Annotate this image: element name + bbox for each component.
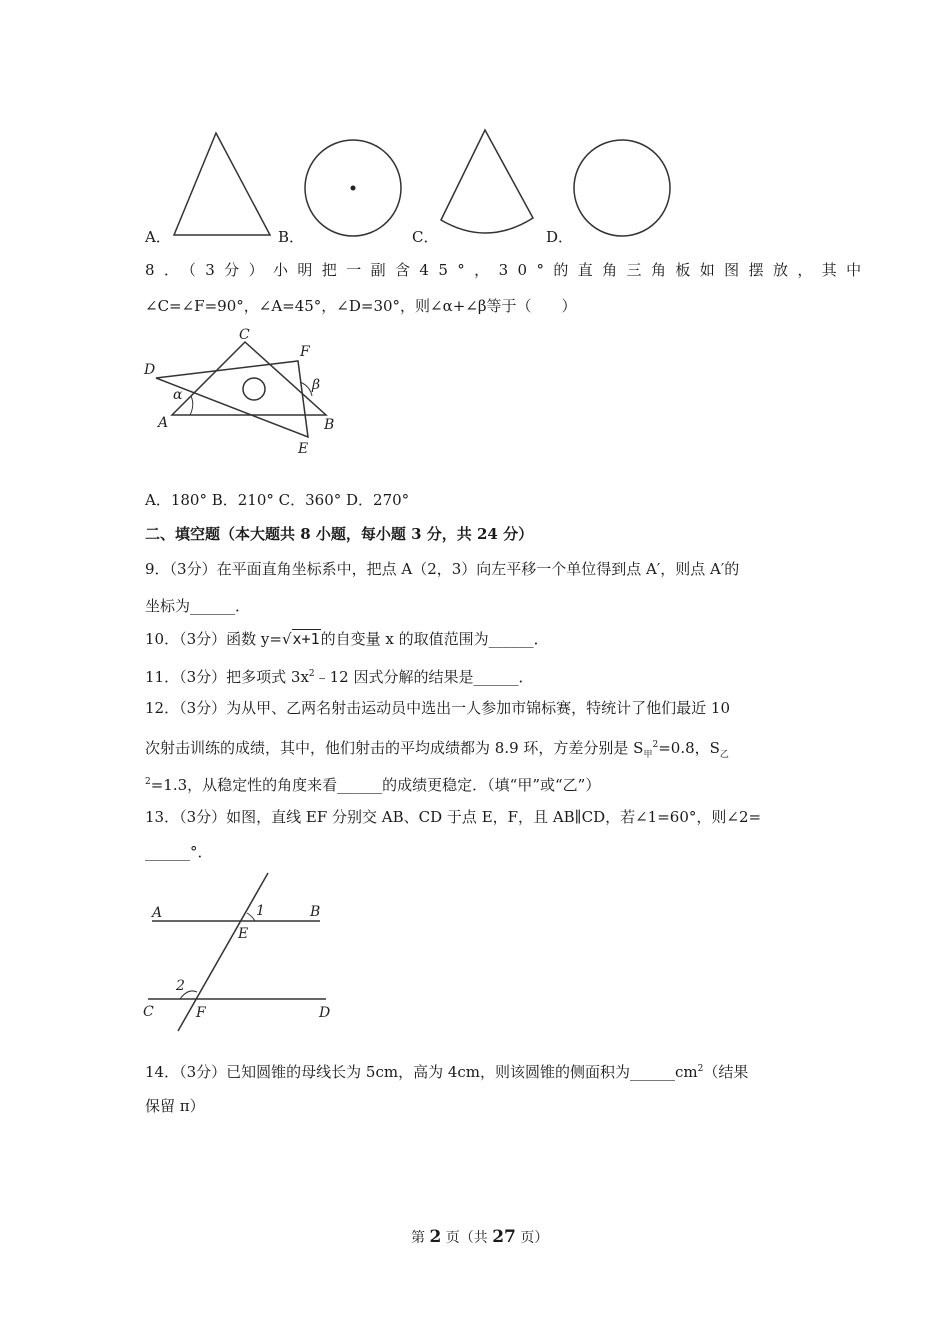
- option-b-label: B．: [278, 228, 305, 246]
- sqrt-radicand: x+1: [292, 630, 320, 648]
- label-c: C: [239, 327, 250, 343]
- question-12-line2-mid: =0.8，S: [658, 739, 720, 757]
- subscript-yi: 乙: [719, 750, 729, 760]
- label-e: E: [298, 441, 309, 457]
- question-8-line1: 8．（3分）小明把一副含45°，30°的直角三角板如图摆放，其中: [145, 261, 871, 279]
- option-a-label: A．: [145, 228, 171, 246]
- label-e: E: [238, 926, 249, 942]
- label-f: F: [196, 1005, 206, 1021]
- question-14-line2: 保留 π）: [145, 1097, 205, 1115]
- question-11-exponent: 2: [308, 669, 315, 679]
- question-12-line3-text: =1.3，从稳定性的角度来看______的成绩更稳定．（填“甲”或“乙”）: [150, 776, 601, 794]
- question-13-line2: ______°．: [145, 843, 213, 861]
- question-11-suffix: ﹣12 因式分解的结果是______．: [314, 668, 534, 686]
- question-8-line2: ∠C=∠F=90°，∠A=45°，∠D=30°，则∠α+∠β等于（ ）: [145, 297, 577, 315]
- question-14-suffix: （结果: [703, 1063, 749, 1081]
- label-a: A: [158, 415, 169, 431]
- footer-suffix: 页）: [515, 1230, 549, 1246]
- label-angle-2: 2: [176, 978, 185, 994]
- label-d: D: [144, 362, 156, 378]
- question-8-choices: A．180° B．210° C．360° D．270°: [145, 491, 410, 509]
- page-footer: [411, 1227, 548, 1247]
- line-ef: [178, 873, 268, 1031]
- label-b: B: [310, 904, 321, 920]
- label-a: A: [152, 905, 163, 921]
- footer-middle: 页（共: [441, 1230, 493, 1246]
- superscript-2b: 2: [145, 777, 151, 787]
- label-d: D: [319, 1005, 331, 1021]
- angle-1-arc: [247, 913, 255, 921]
- question-13-line1: 13．（3分）如图，直线 EF 分别交 AB、CD 于点 E，F，且 AB∥CD，若∠1=60°，则∠2=: [145, 808, 762, 826]
- question-9-line2: 坐标为______．: [145, 597, 251, 615]
- option-c-label: C．: [412, 228, 439, 246]
- label-angle-1: 1: [256, 903, 265, 919]
- label-alpha: α: [173, 387, 183, 403]
- question-12-line1: 12．（3分）为从甲、乙两名射击运动员中选出一人参加市锦标赛，特统计了他们最近 10: [145, 699, 730, 717]
- question-11-prefix: 11．（3分）把多项式 3x: [145, 668, 309, 686]
- superscript-2a: 2: [652, 740, 659, 750]
- sqrt-symbol: √: [281, 630, 292, 648]
- question-10-prefix: 10．（3分）函数 y=: [145, 630, 282, 648]
- footer-page-number: 2: [429, 1227, 442, 1247]
- question-14-line1: [145, 1059, 748, 1082]
- label-b: B: [324, 417, 335, 433]
- subscript-jia: 甲: [643, 750, 653, 760]
- section-2-heading: 二、填空题（本大题共 8 小题，每小题 3 分，共 24 分）: [145, 525, 534, 543]
- label-beta: β: [312, 377, 321, 393]
- question-10-suffix: 的自变量 x 的取值范围为______．: [320, 630, 549, 648]
- question-14-exponent: 2: [697, 1064, 704, 1074]
- label-c: C: [143, 1004, 154, 1020]
- label-f: F: [300, 344, 310, 360]
- question-12-line2-prefix: 次射击训练的成绩，其中，他们射击的平均成绩都为 8.9 环，方差分别是 S: [145, 739, 644, 757]
- footer-total-pages: 27: [492, 1227, 516, 1247]
- footer-prefix: 第: [411, 1230, 430, 1246]
- question-14-prefix: 14．（3分）已知圆锥的母线长为 5cm，高为 4cm，则该圆锥的侧面积为______cm: [145, 1063, 698, 1081]
- question-9-line1: 9．（3分）在平面直角坐标系中，把点 A（2，3）向左平移一个单位得到点 A′，则点 A′的: [145, 560, 740, 578]
- option-d-label: D．: [546, 228, 574, 246]
